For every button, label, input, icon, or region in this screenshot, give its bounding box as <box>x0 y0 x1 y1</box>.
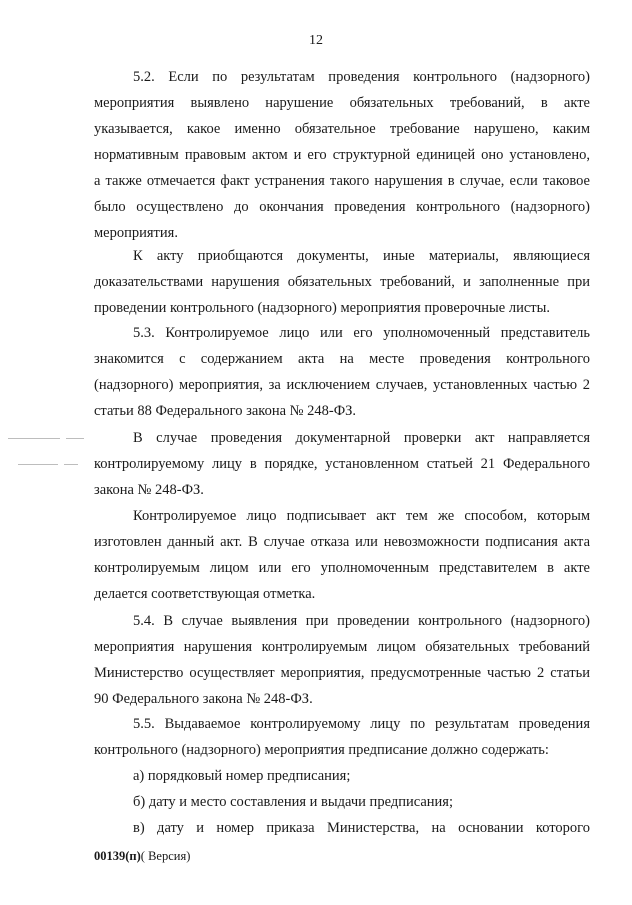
text-line: мероприятия нарушения контролируемым лицом обязательных требований <box>94 639 590 655</box>
text-line: 5.2. Если по результатам проведения контрольного (надзорного) <box>133 69 590 85</box>
paragraph-act-attachments <box>94 243 590 321</box>
paragraph-signing <box>94 503 590 607</box>
document-version: ( Версия) <box>140 849 191 863</box>
text-line: Контролируемое лицо подписывает акт тем же способом, которым <box>133 508 590 524</box>
text-line: было осуществлено до окончания проведения контрольного (надзорного) <box>94 199 590 215</box>
text-line: делается соответствующая отметка. <box>94 586 316 602</box>
text-line: мероприятия. <box>94 225 178 241</box>
paragraph-5-4 <box>94 608 590 712</box>
text-line: 90 Федерального закона № 248-ФЗ. <box>94 691 313 707</box>
text-line: доказательствами нарушения обязательных требований, и заполненные при <box>94 274 590 290</box>
paragraph-5-3 <box>94 320 590 424</box>
text-line: знакомится с содержанием акта на месте проведения контрольного <box>94 351 590 367</box>
document-code: 00139(п) <box>94 849 141 863</box>
list-item: б) дату и место составления и выдачи предписания; <box>133 794 453 810</box>
text-line: нормативным правовым актом и его структурной единицей оно установлено, <box>94 147 590 163</box>
text-line: К акту приобщаются документы, иные материалы, являющиеся <box>133 248 590 264</box>
text-line: контролируемым лицом или его уполномоченным представителем в акте <box>94 560 590 576</box>
text-line: мероприятия выявлено нарушение обязательных требований, в акте <box>94 95 590 111</box>
text-line: В случае проведения документарной проверки акт направляется <box>133 430 590 446</box>
list-item: а) порядковый номер предписания; <box>133 768 351 784</box>
scan-margin-marks <box>0 430 92 470</box>
text-line: Министерство осуществляет мероприятия, предусмотренные частью 2 статьи <box>94 665 590 681</box>
text-line: статьи 88 Федерального закона № 248-ФЗ. <box>94 403 357 419</box>
paragraph-documentary-check <box>94 425 590 503</box>
text-line: 5.3. Контролируемое лицо или его уполномоченный представитель <box>133 325 590 341</box>
text-line: указывается, какое именно обязательное требование нарушено, каким <box>94 121 590 137</box>
text-line: контрольного (надзорного) мероприятия предписание должно содержать: <box>94 742 549 758</box>
paragraph-5-5 <box>94 711 590 763</box>
text-line: контролируемому лицу в порядке, установленном статьей 21 Федерального <box>94 456 590 472</box>
list-item: в) дату и номер приказа Министерства, на основании которого <box>133 820 590 836</box>
text-line: 5.5. Выдаваемое контролируемому лицу по результатам проведения <box>133 716 590 732</box>
text-line: изготовлен данный акт. В случае отказа или невозможности подписания акта <box>94 534 590 550</box>
text-line: (надзорного) мероприятия, за исключением случаев, установленных частью 2 <box>94 377 590 393</box>
text-line: проведении контрольного (надзорного) мероприятия проверочные листы. <box>94 300 550 316</box>
paragraph-5-2 <box>94 64 590 246</box>
text-line: 5.4. В случае выявления при проведении контрольного (надзорного) <box>133 613 590 629</box>
page-number: 12 <box>309 33 323 48</box>
text-line: закона № 248-ФЗ. <box>94 482 204 498</box>
document-footer <box>94 848 190 864</box>
text-line: а также отмечается факт устранения такого нарушения в случае, если таковое <box>94 173 590 189</box>
